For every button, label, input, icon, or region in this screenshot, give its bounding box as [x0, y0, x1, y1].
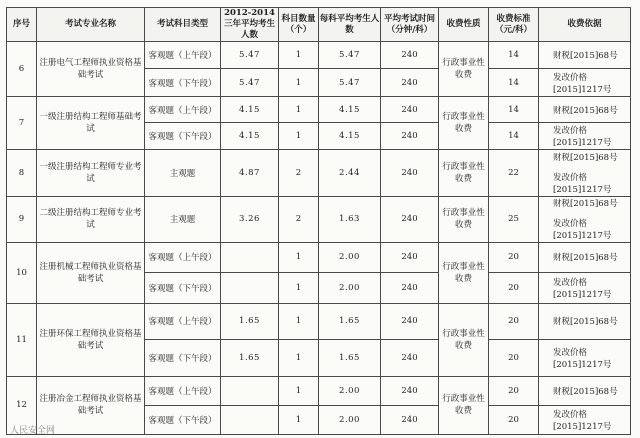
table-row — [7, 303, 631, 340]
cell-subject-type: 主观题 — [145, 196, 221, 242]
cell-avg-3y: 5.47 — [221, 69, 279, 96]
cell-minutes: 240 — [381, 303, 439, 340]
table-header-row — [7, 8, 631, 42]
cell-avg-3y: 1.65 — [221, 340, 279, 377]
cell-basis: 财税[2015]68号 — [539, 303, 631, 340]
cell-seq: 12 — [7, 376, 37, 434]
cell-minutes: 240 — [381, 340, 439, 377]
cell-subject-type: 客观题（上午段） — [145, 303, 221, 340]
cell-fee: 22 — [489, 149, 539, 196]
cell-avg-per-subject: 4.15 — [319, 123, 381, 149]
cell-fee: 14 — [489, 96, 539, 122]
table-row — [7, 96, 631, 122]
cell-subject-type: 客观题（下午段） — [145, 69, 221, 96]
basis-line: 财税[2015]68号 — [553, 152, 618, 163]
cell-subject-type: 客观题（上午段） — [145, 96, 221, 122]
cell-subject-type: 主观题 — [145, 149, 221, 196]
cell-avg-3y: 4.15 — [221, 96, 279, 122]
cell-fee: 20 — [489, 242, 539, 273]
cell-fee: 14 — [489, 123, 539, 149]
cell-minutes: 240 — [381, 42, 439, 69]
table-row — [7, 242, 631, 273]
cell-subject-count: 1 — [279, 123, 319, 149]
cell-avg-per-subject: 2.00 — [319, 376, 381, 406]
cell-fee: 20 — [489, 406, 539, 435]
cell-subject-type: 客观题（上午段） — [145, 376, 221, 406]
header-avg-3y: 2012-2014三年平均考生人数 — [221, 8, 279, 42]
header-seq: 序号 — [7, 8, 37, 42]
basis-line: 财税[2015]68号 — [553, 199, 618, 210]
cell-minutes: 240 — [381, 69, 439, 96]
header-avg-duration: 平均考试时间（分钟/科） — [381, 8, 439, 42]
cell-subject-count: 1 — [279, 242, 319, 273]
cell-fee-nature: 行政事业性收费 — [439, 96, 489, 149]
cell-basis: 发改价格[2015]1217号 — [539, 69, 631, 96]
cell-subject-type: 客观题（下午段） — [145, 273, 221, 304]
watermark: 人民安全网 — [10, 426, 56, 436]
cell-avg-3y: 5.47 — [221, 42, 279, 69]
cell-avg-3y: 4.87 — [221, 149, 279, 196]
header-basis: 收费依据 — [539, 8, 631, 42]
cell-fee: 14 — [489, 69, 539, 96]
cell-basis — [539, 196, 631, 242]
cell-minutes: 240 — [381, 196, 439, 242]
cell-avg-3y — [221, 273, 279, 304]
cell-subject-count: 2 — [279, 196, 319, 242]
cell-avg-per-subject: 5.47 — [319, 69, 381, 96]
fee-standard-table — [6, 7, 631, 435]
header-subject-count: 科目数量（个） — [279, 8, 319, 42]
cell-seq: 11 — [7, 303, 37, 376]
cell-minutes: 240 — [381, 96, 439, 122]
header-avg-per-subject: 每科平均考生人数 — [319, 8, 381, 42]
cell-exam-name: 注册机械工程师执业资格基础考试 — [37, 242, 145, 303]
cell-avg-per-subject: 4.15 — [319, 96, 381, 122]
cell-exam-name: 注册电气工程师执业资格基础考试 — [37, 42, 145, 97]
table-row — [7, 149, 631, 196]
cell-fee: 14 — [489, 42, 539, 69]
basis-line: 发改价格[2015]1217号 — [553, 172, 612, 195]
cell-minutes: 240 — [381, 123, 439, 149]
cell-avg-3y — [221, 376, 279, 406]
table-row — [7, 196, 631, 242]
cell-avg-per-subject: 1.65 — [319, 340, 381, 377]
cell-avg-per-subject: 2.44 — [319, 149, 381, 196]
header-fee-nature: 收费性质 — [439, 8, 489, 42]
cell-avg-per-subject: 1.63 — [319, 196, 381, 242]
cell-basis: 发改价格[2015]1217号 — [539, 123, 631, 149]
cell-fee: 20 — [489, 340, 539, 377]
cell-exam-name: 一级注册结构工程师基础考试 — [37, 96, 145, 149]
cell-subject-count: 1 — [279, 69, 319, 96]
cell-subject-type: 客观题（下午段） — [145, 123, 221, 149]
cell-basis — [539, 149, 631, 196]
cell-avg-per-subject: 1.65 — [319, 303, 381, 340]
cell-seq: 7 — [7, 96, 37, 149]
cell-basis: 财税[2015]68号 — [539, 42, 631, 69]
cell-exam-name: 一级注册结构工程师专业考试 — [37, 149, 145, 196]
cell-avg-per-subject: 5.47 — [319, 42, 381, 69]
cell-fee: 20 — [489, 303, 539, 340]
cell-basis: 发改价格[2015]1217号 — [539, 273, 631, 304]
cell-avg-per-subject: 2.00 — [319, 242, 381, 273]
cell-avg-per-subject: 2.00 — [319, 406, 381, 435]
basis-line: 发改价格[2015]1217号 — [553, 219, 612, 242]
cell-subject-count: 1 — [279, 96, 319, 122]
cell-basis: 财税[2015]68号 — [539, 96, 631, 122]
cell-fee: 20 — [489, 273, 539, 304]
cell-fee-nature: 行政事业性收费 — [439, 196, 489, 242]
cell-subject-type: 客观题（下午段） — [145, 406, 221, 435]
cell-avg-per-subject: 2.00 — [319, 273, 381, 304]
cell-subject-count: 1 — [279, 340, 319, 377]
cell-basis: 财税[2015]68号 — [539, 242, 631, 273]
cell-avg-3y: 4.15 — [221, 123, 279, 149]
cell-subject-type: 客观题（下午段） — [145, 340, 221, 377]
cell-seq: 10 — [7, 242, 37, 303]
cell-seq: 6 — [7, 42, 37, 97]
cell-avg-3y: 1.65 — [221, 303, 279, 340]
cell-subject-count: 1 — [279, 42, 319, 69]
table-row — [7, 42, 631, 69]
cell-fee: 25 — [489, 196, 539, 242]
cell-fee-nature: 行政事业性收费 — [439, 242, 489, 303]
cell-minutes: 240 — [381, 376, 439, 406]
cell-fee-nature: 行政事业性收费 — [439, 149, 489, 196]
cell-avg-3y: 3.26 — [221, 196, 279, 242]
cell-exam-name: 二级注册结构工程师专业考试 — [37, 196, 145, 242]
cell-minutes: 240 — [381, 406, 439, 435]
cell-subject-count: 1 — [279, 406, 319, 435]
cell-avg-3y — [221, 242, 279, 273]
cell-exam-name: 注册冶金工程师执业资格基础考试 — [37, 376, 145, 434]
cell-minutes: 240 — [381, 273, 439, 304]
cell-seq: 9 — [7, 196, 37, 242]
cell-subject-count: 1 — [279, 376, 319, 406]
header-name: 考试专业名称 — [37, 8, 145, 42]
cell-fee-nature: 行政事业性收费 — [439, 376, 489, 434]
cell-fee: 20 — [489, 376, 539, 406]
table-row — [7, 376, 631, 406]
cell-basis: 发改价格[2015]1217号 — [539, 406, 631, 435]
cell-seq: 8 — [7, 149, 37, 196]
cell-basis: 发改价格[2015]1217号 — [539, 340, 631, 377]
cell-basis: 财税[2015]68号 — [539, 376, 631, 406]
cell-subject-count: 1 — [279, 303, 319, 340]
cell-fee-nature: 行政事业性收费 — [439, 303, 489, 376]
cell-avg-3y — [221, 406, 279, 435]
cell-subject-type: 客观题（上午段） — [145, 242, 221, 273]
cell-subject-count: 2 — [279, 149, 319, 196]
header-fee-standard: 收费标准（元/科） — [489, 8, 539, 42]
cell-subject-count: 1 — [279, 273, 319, 304]
cell-exam-name: 注册环保工程师执业资格基础考试 — [37, 303, 145, 376]
header-subject-type: 考试科目类型 — [145, 8, 221, 42]
cell-fee-nature: 行政事业性收费 — [439, 42, 489, 97]
cell-minutes: 240 — [381, 242, 439, 273]
cell-minutes: 240 — [381, 149, 439, 196]
cell-subject-type: 客观题（上午段） — [145, 42, 221, 69]
